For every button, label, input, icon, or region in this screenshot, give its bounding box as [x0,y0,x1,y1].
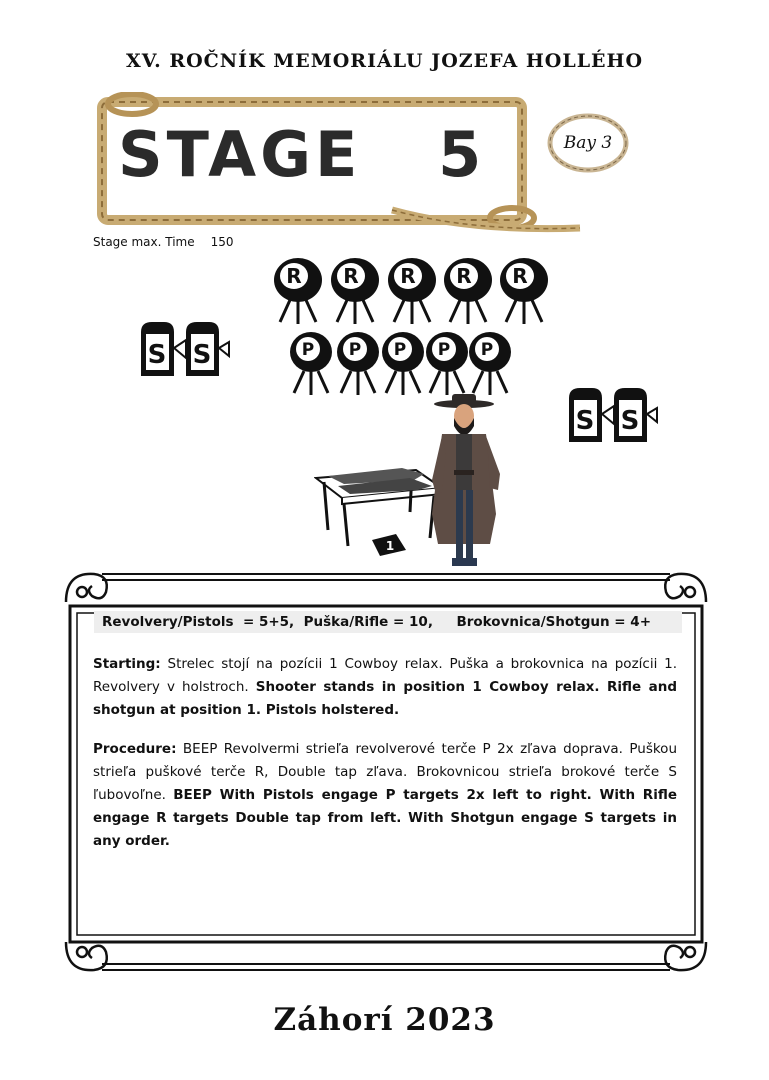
rifle-target-label: R [343,264,359,288]
rifle-target [329,256,381,326]
pistol-target-label: P [348,340,362,360]
cowboy-shooter-illustration [428,394,510,572]
rifle-target [386,256,438,326]
pistol-target [380,331,426,397]
pistol-target-label: P [437,340,451,360]
starting-paragraph [93,653,677,722]
pistol-target-label: P [480,340,494,360]
pistol-target [467,331,513,397]
footer-title: Záhorí 2023 [273,1002,496,1038]
procedure-paragraph [93,738,677,853]
stage-title: STAGE 5 [118,118,486,191]
pistol-target-label: P [301,340,315,360]
shotgun-targets-left [138,318,230,378]
rifle-target-label: R [456,264,472,288]
procedure-text-en: BEEP With Pistols engage P targets 2x left to right. With Rifle engage R targets Double tap from left. With Shotgun engage S targets in any order. [93,787,677,849]
shotgun-target-label: S [147,340,167,370]
starting-text-en: Shooter stands in position 1 Cowboy relax. Rifle and shotgun at position 1. Pistols holstered. [93,679,677,718]
pistol-target [288,331,334,397]
starting-text-sk: Strelec stojí na pozícii 1 Cowboy relax. Puška a brokovnica na pozícii 1. Revolvery v holstroch. [93,656,677,695]
time-value: 150 [210,235,234,249]
rifle-target-label: R [286,264,302,288]
event-title: XV. ROČNÍK MEMORIÁLU JOZEFA HOLLÉHO [125,50,644,72]
rifle-target-label: R [400,264,416,288]
shotgun-target-label: S [620,406,640,436]
gun-table-illustration [314,460,444,560]
rifle-target [442,256,494,326]
pistol-target [424,331,470,397]
shotgun-targets-right [566,384,658,444]
rifle-target [498,256,550,326]
time-label: Stage max. Time [93,235,195,249]
starting-label: Starting: [93,656,161,672]
rifle-target-label: R [512,264,528,288]
rifle-target [272,256,324,326]
pistol-target [335,331,381,397]
shotgun-target-label: S [575,406,595,436]
shotgun-target-label: S [192,340,212,370]
stage-time [93,235,250,249]
pistol-target-label: P [393,340,407,360]
bay-label: Bay 3 [563,133,613,153]
procedure-label: Procedure: [93,741,177,757]
position-number: 1 [385,539,395,553]
round-counts: Revolvery/Pistols = 5+5, Puška/Rifle = 10, Brokovnica/Shotgun = 4+ [94,611,682,633]
procedure-text-sk: BEEP Revolvermi strieľa revolverové terče P 2x zľava doprava. Puškou strieľa puškové terče R, Double tap zľava. Brokovnicou strieľa brokové terče S ľubovoľne. [93,741,677,803]
